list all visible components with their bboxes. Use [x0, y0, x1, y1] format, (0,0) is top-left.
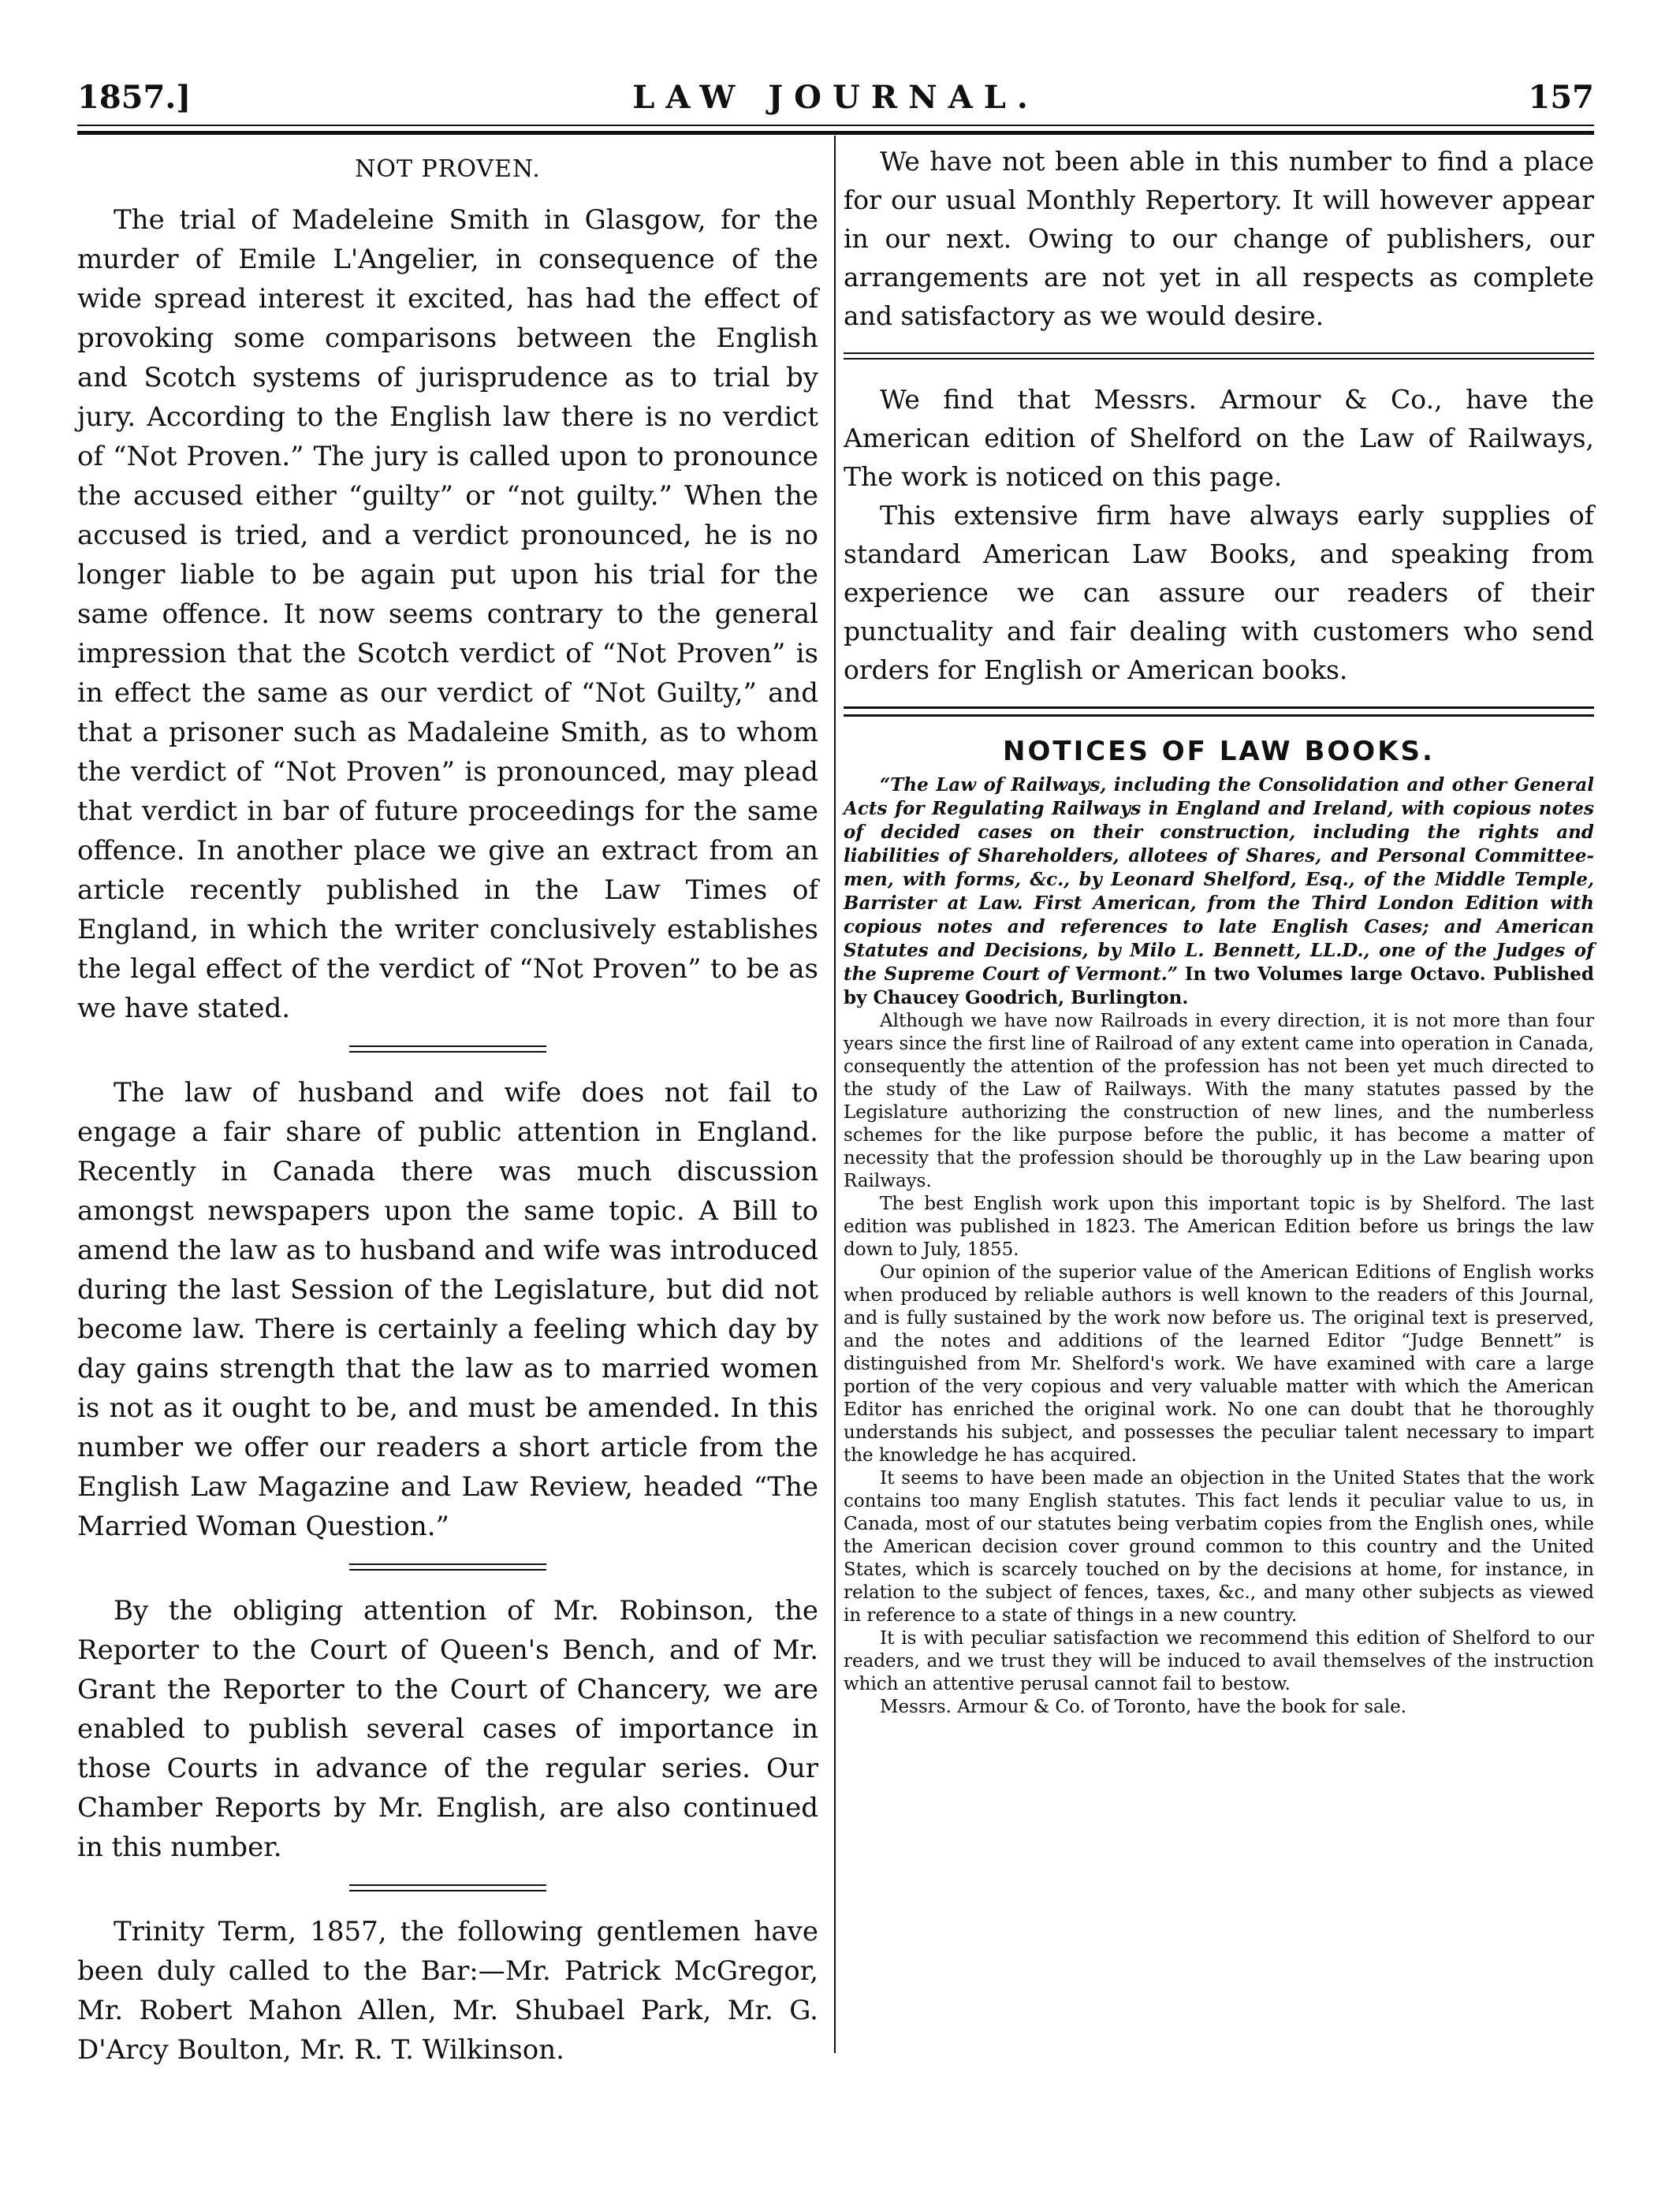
header-year: 1857.]	[77, 79, 192, 116]
notice-paragraph: It is with peculiar satisfaction we recommend this edition of Shelford to our readers, and we trust they will be induced to avail themselves of the instruction which an attentive perusal cannot fail to bestow.	[844, 1628, 1594, 1694]
section-separator	[844, 352, 1594, 360]
book-title-citation: “The Law of Railways, including the Consolidation and other General Acts for Regulating Railways in England and Ireland, with copious notes of decided cases on their construction, including the rights and liabilities of Shareholders, allotees of Shares, and Personal Committee-men, with forms, &c., by Leonard Shelford, Esq., of the Middle Temple, Barrister at Law. First American, from the Third London Edition with copious notes and references to late English Cases; and American Statutes and Decisions, by Milo L. Bennett, LL.D., one of the Judges of the Supreme Court of Vermont.”	[844, 774, 1594, 985]
paragraph-not-proven: The trial of Madeleine Smith in Glasgow, for the murder of Emile L'Angelier, in consequence of the wide spread interest it excited, has had the effect of provoking some comparisons between the English and Scotch systems of jurisprudence as to trial by jury. According to the English law there is no verdict of “Not Proven.” The jury is called upon to pronounce the accused either “guilty” or “not guilty.” When the accused is tried, and a verdict pronounced, he is no longer liable to be again put upon his trial for the same offence. It now seems contrary to the general impression that the Scotch verdict of “Not Proven” is in effect the same as our verdict of “Not Guilty,” and that a prisoner such as Madaleine Smith, as to whom the verdict of “Not Proven” is pronounced, may plead that verdict in bar of future proceedings for the same offence. In another place we give an extract from an article recently published in the Law Times of England, in which the writer conclusively establishes the legal effect of the verdict of “Not Proven” to be as we have stated.	[77, 204, 818, 1024]
notice-paragraph: It seems to have been made an objection in the United States that the work contains too many English statutes. This fact lends it peculiar value to us, in Canada, most of our statutes being verbatim copies from the English ones, while the American decision cover ground common to this country and the United States, which is scarcely touched on by the decisions at home, for instance, in relation to the subject of fences, taxes, &c., and many other subjects as viewed in reference to a state of things in a new country.	[844, 1468, 1594, 1626]
notices-rule	[844, 706, 1594, 717]
notice-paragraph: Although we have now Railroads in every direction, it is not more than four years since the first line of Railroad of any extent came into operation in Canada, consequently the attention of the profession has not been yet much directed to the study of the Law of Railways. With the many statutes passed by the Legislature authorizing the construction of new lines, and the numberless schemes for the like purpose before the public, it has become a matter of necessity that the profession should be thoroughly up in the Law bearing upon Railways.	[844, 1011, 1594, 1191]
paragraph-trinity-term: Trinity Term, 1857, the following gentlemen have been duly called to the Bar:—Mr. Patrick McGregor, Mr. Robert Mahon Allen, Mr. Shubael Park, Mr. G. D'Arcy Boulton, Mr. R. T. Wilkinson.	[77, 1916, 818, 2066]
notice-paragraph: Our opinion of the superior value of the American Editions of English works when produced by reliable authors is well known to the readers of this Journal, and is fully sustained by the work now before us. The original text is preserved, and the notes and additions of the learned Editor “Judge Bennett” is distinguished from Mr. Shelford's work. We have examined with care a large portion of the very copious and very valuable matter with which the American Editor has enriched the original work. No one can doubt that he thoroughly understands his subject, and possesses the peculiar talent necessary to impart the knowledge he has acquired.	[844, 1262, 1594, 1466]
column-divider	[834, 136, 836, 2053]
right-column	[844, 142, 1594, 1719]
notices-section	[844, 773, 1594, 1719]
page-number: 157	[1528, 79, 1594, 116]
paragraph-armour-firm: This extensive firm have always early supplies of standard American Law Books, and speaking from experience we can assure our readers of their punctuality and fair dealing with customers who send orders for English or American books.	[844, 500, 1594, 685]
book-publication-info: In two Volumes large Octavo. Published by Chaucey Goodrich, Burlington.	[844, 963, 1595, 1008]
article-heading-not-proven: NOT PROVEN.	[355, 155, 541, 183]
paragraph-reporters: By the obliging attention of Mr. Robinson, the Reporter to the Court of Queen's Bench, and of Mr. Grant the Reporter to the Court of Chancery, we are enabled to publish several cases of importance in those Courts in advance of the regular series. Our Chamber Reports by Mr. English, are also continued in this number.	[77, 1595, 818, 1863]
section-separator	[349, 1563, 546, 1571]
header-rule	[77, 125, 1594, 135]
paragraph-armour-notice: We find that Messrs. Armour & Co., have the American edition of Shelford on the Law of Railways, The work is noticed on this page.	[844, 384, 1594, 492]
notices-heading: NOTICES OF LAW BOOKS.	[1003, 736, 1435, 767]
paragraph-monthly-repertory: We have not been able in this number to find a place for our usual Monthly Repertory. It will however appear in our next. Owing to our change of publishers, our arrangements are not yet in all respects as complete and satisfactory as we would desire.	[844, 146, 1594, 331]
notice-paragraph: Messrs. Armour & Co. of Toronto, have the book for sale.	[880, 1697, 1406, 1717]
journal-title: LAW JOURNAL.	[632, 79, 1039, 116]
left-column	[77, 142, 818, 2070]
running-header	[77, 79, 1594, 126]
section-separator	[349, 1884, 546, 1891]
notice-paragraph: The best English work upon this important topic is by Shelford. The last edition was published in 1823. The American Edition before us brings the law down to July, 1855.	[844, 1194, 1594, 1260]
paragraph-husband-wife: The law of husband and wife does not fail to engage a fair share of public attention in England. Recently in Canada there was much discussion amongst newspapers upon the same topic. A Bill to amend the law as to husband and wife was introduced during the last Session of the Legislature, but did not become law. There is certainly a feeling which day by day gains strength that the law as to married women is not as it ought to be, and must be amended. In this number we offer our readers a short article from the English Law Magazine and Law Review, headed “The Married Woman Question.”	[77, 1077, 818, 1542]
section-separator	[349, 1045, 546, 1053]
